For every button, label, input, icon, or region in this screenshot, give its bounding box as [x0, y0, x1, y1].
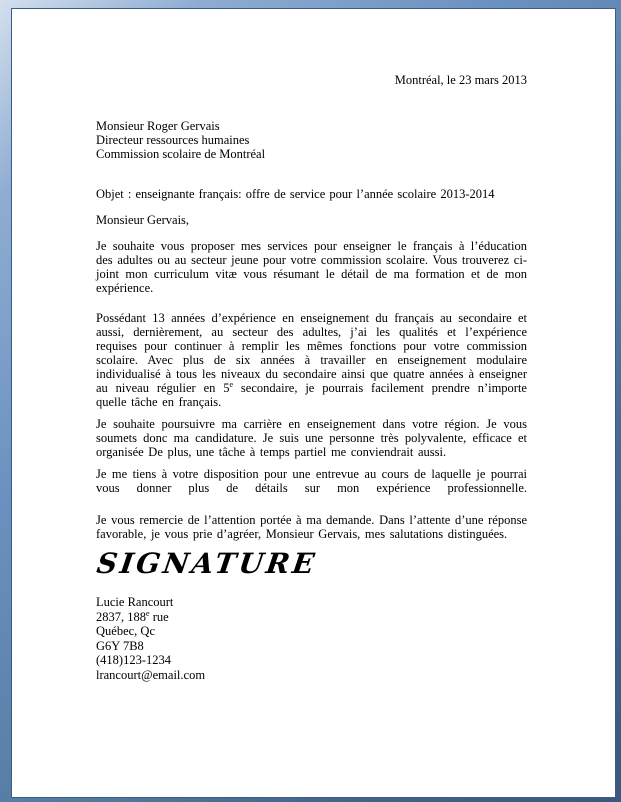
sender-email: lrancourt@email.com	[96, 667, 206, 682]
subject-line: Objet : enseignante français: offre de service pour l’année scolaire 2013-2014	[96, 187, 495, 201]
recipient-name: Monsieur Roger Gervais	[96, 119, 220, 133]
recipient-title: Directeur ressources humaines	[96, 133, 250, 147]
sender-street-number: 2837, 188	[96, 609, 146, 624]
sender-city: Québec, Qc	[96, 624, 155, 638]
sender-block	[96, 595, 527, 682]
street-ordinal-superscript: e	[146, 608, 150, 618]
sender-phone: (418)123-1234	[96, 653, 171, 667]
sender-street	[96, 610, 527, 625]
salutation: Monsieur Gervais,	[96, 213, 190, 227]
paragraph-experience-text: Possédant 13 années d’expérience en enseignement du français au secondaire et aussi, dernièrement, au secteur des adultes, j’ai les qualités et l’expérience requises pour continuer à remplir les mêmes fonctions pour votre commission scolaire. Avec plus de six années à travailler en enseignement modulaire individualisé à tous les niveaux du secondaire ainsi que quatre années à enseigner au niveau régulier en 5	[96, 311, 527, 395]
sender-postal-code: G6Y 7B8	[96, 638, 144, 653]
letter-page	[11, 8, 616, 798]
recipient-organization: Commission scolaire de Montréal	[96, 147, 266, 161]
paragraph-candidature: Je souhaite poursuivre ma carrière en enseignement dans votre région. Je vous soumets donc ma candidature. Je suis une personne très polyvalente, efficace et organisée De plus, une tâche à temps partiel me conviendrait aussi.	[96, 417, 527, 459]
letter-content	[12, 9, 615, 797]
paragraph-experience-text-end: secondaire, je pourrais facilement prendre n’importe quelle tâche en français.	[96, 381, 527, 409]
paragraph-entrevue: Je me tiens à votre disposition pour une entrevue au cours de laquelle je pourrai vous donner plus de détails sur mon expérience professionnelle.	[96, 467, 527, 495]
date-line: Montréal, le 23 mars 2013	[394, 73, 527, 87]
paragraph-intro: Je souhaite vous proposer mes services pour enseigner le français à l’éducation des adultes ou au secteur jeune pour votre commission scolaire. Vous trouverez ci-joint mon curriculum vitæ vous résumant le détail de ma formation et de mon expérience.	[96, 239, 527, 295]
handwritten-signature: SIGNATURE	[94, 547, 320, 580]
paragraph-experience	[96, 311, 527, 409]
paragraph-remerciement: Je vous remercie de l’attention portée à ma demande. Dans l’attente d’une réponse favorable, je vous prie d’agréer, Monsieur Gervais, mes salutations distinguées.	[96, 513, 527, 541]
ordinal-superscript: e	[229, 379, 234, 389]
sender-street-suffix: rue	[149, 609, 169, 624]
recipient-block	[96, 119, 527, 161]
sender-name: Lucie Rancourt	[96, 595, 174, 609]
